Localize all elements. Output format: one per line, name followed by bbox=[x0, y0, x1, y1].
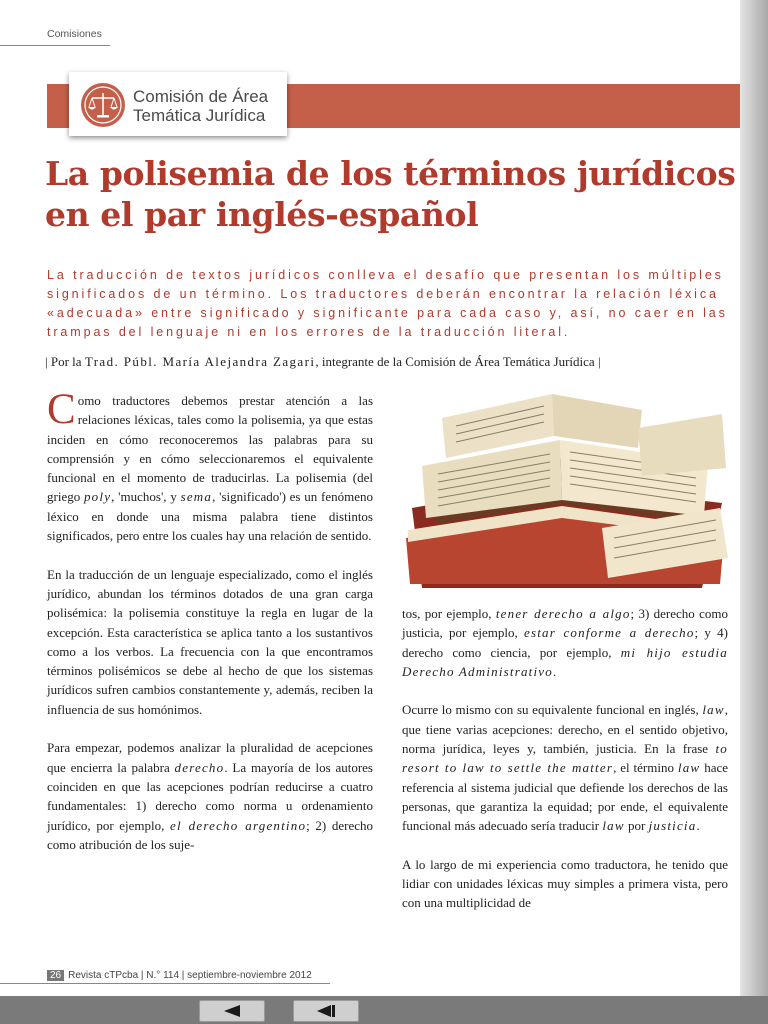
emphasis: derecho bbox=[174, 759, 225, 775]
emphasis: tener derecho a algo bbox=[495, 606, 631, 621]
page-footer bbox=[47, 970, 312, 981]
previous-page-button[interactable] bbox=[199, 1000, 265, 1022]
byline-pre: Por la bbox=[50, 354, 85, 369]
footer-rule bbox=[0, 983, 330, 984]
paragraph-specialized-language: En la traducción de un lenguaje especializado, como el inglés jurídico, abundan los términos dotados de una gran carga polisémica: la polisemia constituye la regla en lugar de la excepción. Esta característica se aplica tanto a los sustantivos como a los verbos. La frecuencia con la que encontramos términos polisémicos se debe al hecho de que los sistemas jurídicos sufren cambios constantemente y, además, reciben la influencia de sus homónimos. bbox=[47, 566, 373, 717]
commission-logo bbox=[69, 72, 287, 136]
emphasis: sema bbox=[180, 489, 213, 505]
byline-author: Trad. Públ. María Alejandra Zagari bbox=[84, 354, 316, 369]
viewer-nav-bar bbox=[0, 996, 768, 1024]
article-lead: La traducción de textos jurídicos conlleva el desafío que presentan los múltiples significados de un término. Los traductores deberán encontrar la relación léxica «adecuada» entre significado y significante para cada caso y, así, no caer en las trampas del lenguaje ni en los errores de la traducción literal. bbox=[47, 268, 728, 339]
byline bbox=[45, 354, 601, 370]
drop-cap: C bbox=[47, 386, 76, 433]
paragraph-intro bbox=[47, 386, 373, 545]
first-page-button[interactable] bbox=[293, 1000, 359, 1022]
emphasis: el derecho argentino bbox=[170, 817, 307, 833]
text-run: . bbox=[696, 818, 700, 834]
byline-post: , integrante de la Comisión de Área Temática Jurídica bbox=[315, 354, 595, 369]
paragraph-examples bbox=[402, 604, 728, 681]
paragraph-experience: A lo largo de mi experiencia como traductora, he tenido que lidiar con unidades léxicas muy simples a primera vista, pero con una multiplicidad de bbox=[402, 856, 728, 911]
text-run: ; 3) derecho como justicia, por ejemplo, bbox=[402, 606, 728, 641]
text-run: , 'muchos', y bbox=[111, 489, 181, 505]
byline-bar-left: | bbox=[45, 354, 48, 369]
article-title: La polisemia de los términos jurídicos en el par inglés-español bbox=[45, 154, 736, 234]
emphasis: justicia bbox=[648, 818, 697, 834]
paragraph-law bbox=[402, 700, 728, 835]
page-curl-shadow bbox=[740, 0, 768, 1024]
text-run: hace referencia al sistema judicial que defiende los derechos de las personas, que garantiza la equidad; por ende, el equivalente funcional más adecuado sería traducir bbox=[402, 760, 728, 834]
text-run: Ocurre lo mismo con su equivalente funcional en inglés, bbox=[402, 702, 703, 718]
column-left bbox=[47, 386, 373, 873]
section-rule bbox=[0, 45, 110, 46]
paragraph-derecho bbox=[47, 738, 373, 854]
logo-text bbox=[133, 87, 268, 125]
text-run: Para empezar, podemos analizar la pluralidad de acepciones que encierra la palabra bbox=[47, 740, 373, 775]
emphasis: law bbox=[677, 760, 701, 776]
text-run: por bbox=[624, 818, 649, 834]
rewind-icon bbox=[316, 1004, 338, 1018]
text-run: . bbox=[552, 663, 557, 679]
emphasis: estar conforme a derecho bbox=[524, 625, 695, 641]
page-number: 26 bbox=[47, 970, 64, 981]
logo-line-1: Comisión de Área bbox=[133, 87, 269, 106]
triangle-left-icon bbox=[222, 1004, 242, 1018]
text-run: , que tiene varias acepciones: derecho, en el sentido objetivo, norma jurídica, leyes y, también, justicia. En la frase bbox=[402, 702, 728, 757]
section-label: Comisiones bbox=[47, 28, 102, 40]
emphasis: law bbox=[702, 702, 725, 718]
emphasis: law bbox=[602, 818, 625, 834]
footer-text: Revista cTPcba | N.° 114 | septiembre-noviembre 2012 bbox=[68, 970, 312, 981]
text-run: ; 2) derecho como atribución de los suje- bbox=[47, 817, 373, 852]
emphasis: mi hijo estudia Derecho Administrativo bbox=[402, 644, 729, 679]
text-run: , el término bbox=[613, 760, 678, 776]
text-run: . La mayoría de los autores coinciden en que las acepciones podrían reducirse a cuatro fundamentales: 1) derecho como norma u ordenamiento jurídico, por ejemplo, bbox=[47, 759, 373, 833]
text-run: , 'significado') es un fenómeno léxico en donde una misma palabra tiene distintos significados, pero entre los cuales hay una relación de sentido. bbox=[47, 489, 373, 544]
text-run: ; y 4) derecho como ciencia, por ejemplo, bbox=[402, 625, 728, 660]
byline-bar-right: | bbox=[597, 354, 601, 369]
text-run: omo traductores debemos prestar atención a las relaciones léxicas, tales como la polisemia, ya que estas inciden en cómo reconoceremos las palabras para su comprensión y en cómo seleccionaremos el equivalente funcional en el momento de traducirlas. La polisemia (del griego bbox=[47, 393, 373, 505]
logo-line-2: Temática Jurídica bbox=[133, 106, 266, 125]
scales-of-justice-icon bbox=[81, 83, 125, 127]
text-run: tos, por ejemplo, bbox=[402, 606, 496, 621]
emphasis: poly bbox=[83, 489, 112, 505]
emphasis: to resort to law to settle the matter bbox=[402, 741, 728, 776]
open-books-photo bbox=[402, 388, 728, 592]
column-right bbox=[402, 604, 728, 932]
